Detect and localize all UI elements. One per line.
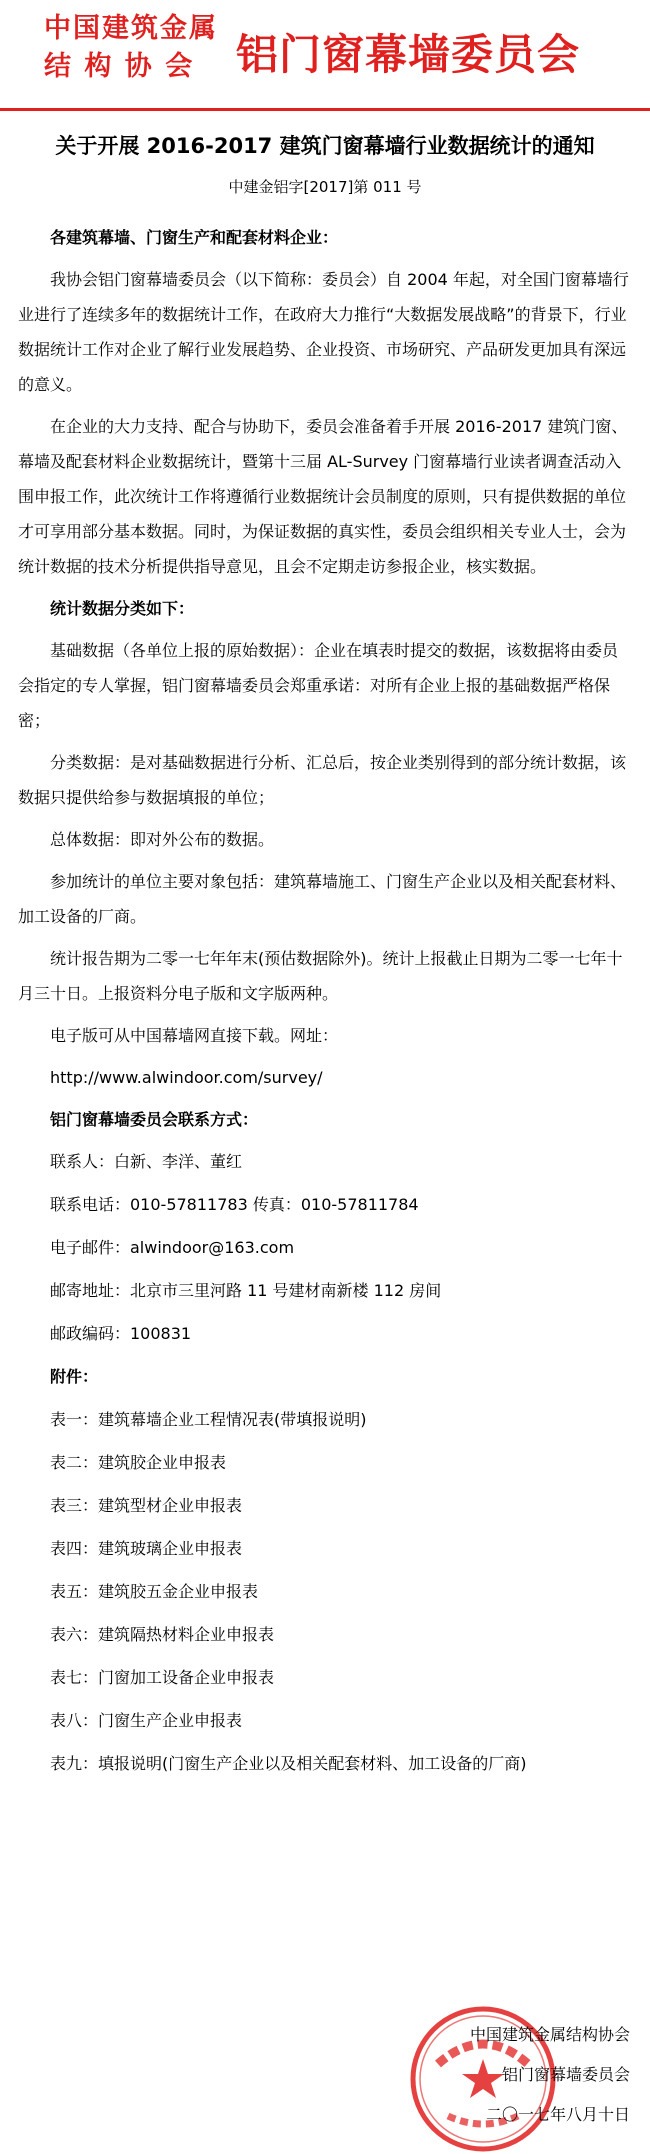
attachment-item: 表三：建筑型材企业申报表 <box>50 1496 243 1515</box>
attachment-item: 表一：建筑幕墙企业工程情况表(带填报说明) <box>50 1410 367 1429</box>
signature-committee: 铝门窗幕墙委员会 <box>501 2065 630 2084</box>
participants-text: 参加统计的单位主要对象包括：建筑幕墙施工、门窗生产企业以及相关配套材料、加工设备的厂商。 <box>18 872 627 926</box>
attachment-item: 表八：门窗生产企业申报表 <box>50 1711 243 1730</box>
attachments-heading: 附件： <box>50 1367 99 1386</box>
association-name-line2: 结 构 协 会 <box>44 51 195 82</box>
letterhead <box>0 0 650 110</box>
notice-body <box>18 220 632 1789</box>
classification-heading: 统计数据分类如下： <box>50 599 195 618</box>
header-divider <box>0 108 650 111</box>
contact-heading: 铝门窗幕墙委员会联系方式： <box>50 1110 259 1129</box>
paragraph-survey: 在企业的大力支持、配合与协助下，委员会准备着手开展 2016-2017 建筑门窗、幕墙及配套材料企业数据统计，暨第十三届 AL-Survey 门窗幕墙行业读者调查活动入围申报工作，此次统计工作将遵循行业数据统计会员制度的原则，只有提供数据的单位才可享用部分基本数据。同时，为保证数据的真实性，委员会组织相关专业人士，会为统计数据的技术分析提供指导意见，且会不定期走访参报企业，核实数据。 <box>18 417 628 576</box>
download-text: 电子版可从中国幕墙网直接下载。网址： <box>50 1026 339 1045</box>
attachment-item: 表七：门窗加工设备企业申报表 <box>50 1668 275 1687</box>
association-name-line1: 中国建筑金属 <box>44 13 218 44</box>
salutation: 各建筑幕墙、门窗生产和配套材料企业： <box>50 228 339 247</box>
attachment-item: 表四：建筑玻璃企业申报表 <box>50 1539 243 1558</box>
classification-overall: 总体数据：即对外公布的数据。 <box>50 830 275 849</box>
report-period-text: 统计报告期为二零一七年年末(预估数据除外)。统计上报截止日期为二零一七年十月三十日。上报资料分电子版和文字版两种。 <box>18 949 623 1003</box>
classification-basic: 基础数据（各单位上报的原始数据）：企业在填表时提交的数据，该数据将由委员会指定的专人掌握，铝门窗幕墙委员会郑重承诺：对所有企业上报的基础数据严格保密； <box>18 641 619 730</box>
document-number: 中建金铝字[2017]第 011 号 <box>228 178 422 196</box>
contact-postcode: 邮政编码：100831 <box>50 1324 192 1343</box>
attachment-item: 表二：建筑胶企业申报表 <box>50 1453 227 1472</box>
notice-title: 关于开展 2016-2017 建筑门窗幕墙行业数据统计的通知 <box>55 134 595 158</box>
attachment-item: 表五：建筑胶五金企业申报表 <box>50 1582 259 1601</box>
association-name <box>44 10 224 86</box>
classification-category: 分类数据：是对基础数据进行分析、汇总后，按企业类别得到的部分统计数据，该数据只提供给参与数据填报的单位； <box>18 753 627 807</box>
attachment-item: 表六：建筑隔热材料企业申报表 <box>50 1625 275 1644</box>
committee-name: 铝门窗幕墙委员会 <box>236 30 581 79</box>
signature-date: 二〇一七年八月十日 <box>485 2105 630 2124</box>
contact-phone-fax: 联系电话：010-57811783 传真：010-57811784 <box>50 1195 419 1214</box>
signature-association: 中国建筑金属结构协会 <box>469 2025 630 2044</box>
paragraph-intro: 我协会铝门窗幕墙委员会（以下简称：委员会）自 2004 年起，对全国门窗幕墙行业进行了连续多年的数据统计工作，在政府大力推行“大数据发展战略”的背景下，行业数据统计工作对企业了解行业发展趋势、企业投资、市场研究、产品研发更加具有深远的意义。 <box>18 270 629 394</box>
signature-block <box>380 2008 630 2148</box>
contact-address: 邮寄地址：北京市三里河路 11 号建材南新楼 112 房间 <box>50 1281 442 1300</box>
attachment-item: 表九：填报说明(门窗生产企业以及相关配套材料、加工设备的厂商) <box>50 1754 527 1773</box>
contact-email[interactable]: 电子邮件：alwindoor@163.com <box>50 1238 295 1257</box>
survey-link[interactable]: http://www.alwindoor.com/survey/ <box>50 1068 323 1087</box>
contact-person: 联系人：白新、李洋、董红 <box>50 1152 243 1171</box>
